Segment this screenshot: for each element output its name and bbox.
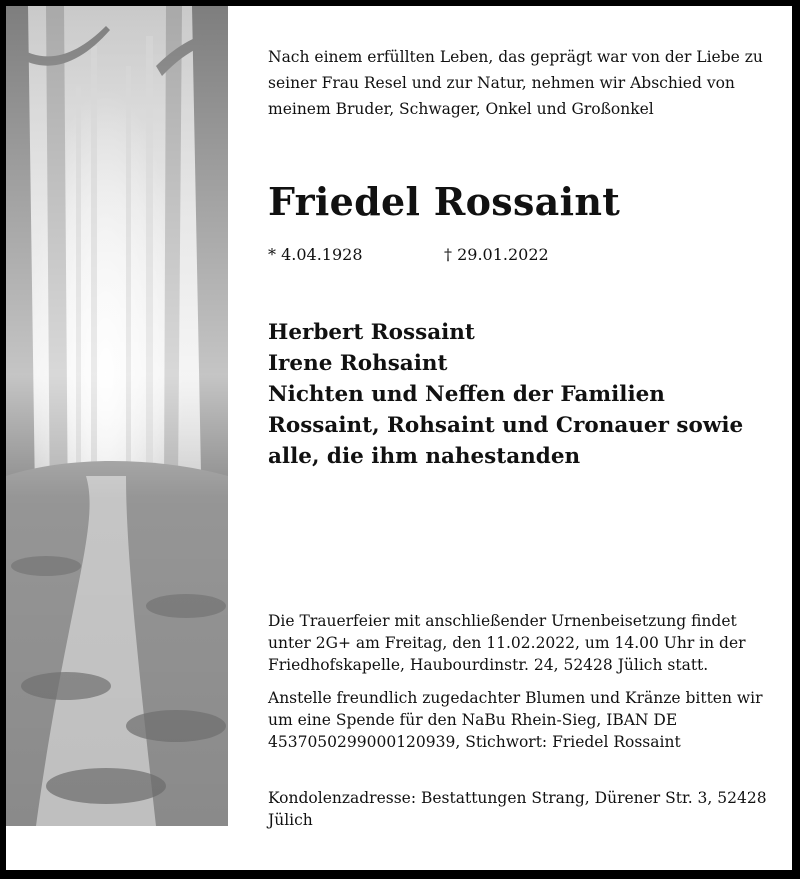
death-date: † 29.01.2022 xyxy=(444,245,549,264)
mourner-line: Herbert Rossaint xyxy=(268,320,475,345)
obituary-notice xyxy=(6,6,792,870)
birth-date: * 4.04.1928 xyxy=(268,245,363,264)
condolence-address: Kondolenzadresse: Bestattungen Strang, Dürener Str. 3, 52428 Jülich xyxy=(268,789,767,829)
deceased-name: Friedel Rossaint xyxy=(268,179,621,224)
intro-text: Nach einem erfüllten Leben, das geprägt war von der Liebe zu seiner Frau Resel und zur Natur, nehmen wir Abschied von meinem Bruder, Schwager, Onkel und Großonkel xyxy=(268,48,763,118)
mourner-line: Nichten und Neffen der Familien xyxy=(268,382,665,407)
mourner-line: Irene Rohsaint xyxy=(268,351,448,376)
mourners-list xyxy=(268,317,768,472)
donation-info: Anstelle freundlich zugedachter Blumen und Kränze bitten wir um eine Spende für den NaBu Rhein-Sieg, IBAN DE 4537050299000120939, Stichwort: Friedel Rossaint xyxy=(268,689,763,751)
mourner-line: Rossaint, Rohsaint und Cronauer sowie xyxy=(268,413,744,438)
mourner-line: alle, die ihm nahestanden xyxy=(268,444,581,469)
forest-path-image xyxy=(6,6,228,826)
funeral-info: Die Trauerfeier mit anschließender Urnenbeisetzung findet unter 2G+ am Freitag, den 11.02.2022, um 14.00 Uhr in der Friedhofskapelle, Haubourdinstr. 24, 52428 Jülich statt. xyxy=(268,612,746,674)
